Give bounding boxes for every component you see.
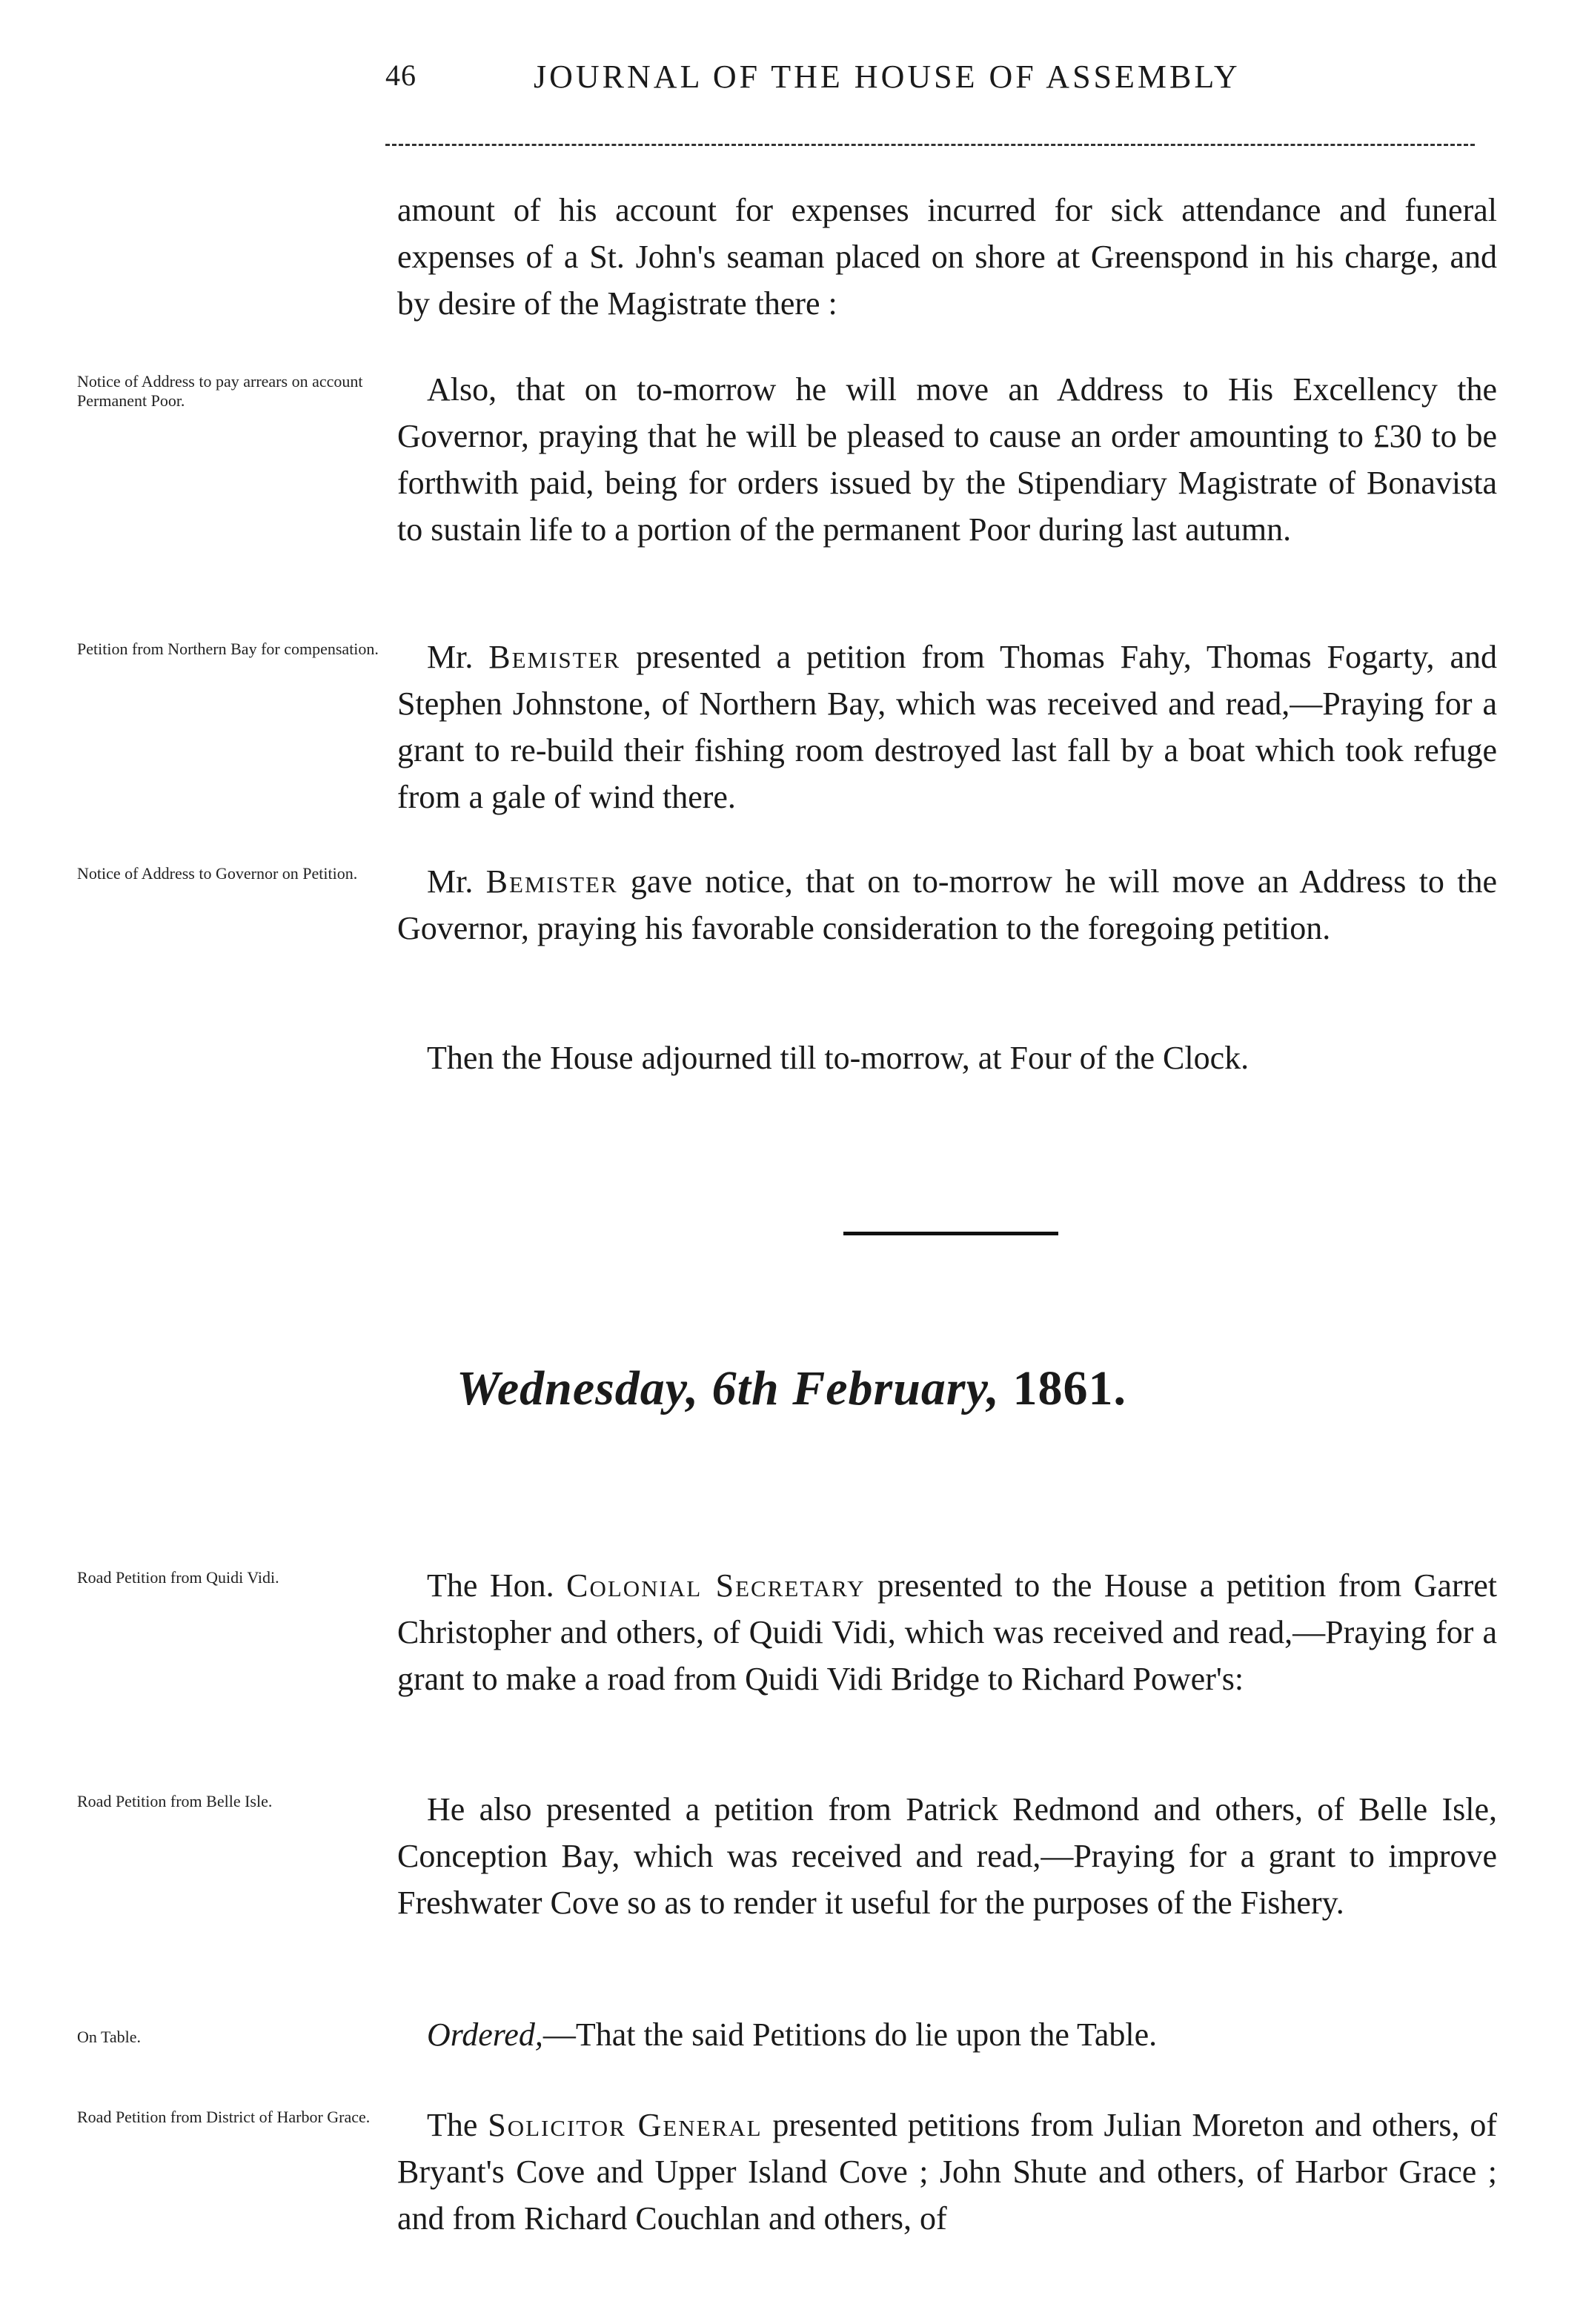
margin-note: Petition from Northern Bay for compensation.: [77, 640, 379, 658]
paragraph-text: [397, 634, 1497, 820]
paragraph-body: presented a petition from Thomas Fahy, Thomas Fogarty, and Stephen Johnstone, of Northern Bay, which was received and read,—Praying for a grant to re-build their fishing room destroyed last fall by a boat which took refuge from a gale of wind there.: [397, 639, 1497, 815]
paragraph-body: presented to the House a petition from Garret Christopher and others, of Quidi Vidi, which was received and read,—Praying for a grant to make a road from Quidi Vidi Bridge to Richard Power's:: [397, 1567, 1497, 1697]
paragraph-text: Also, that on to-morrow he will move an Address to His Excellency the Governor, praying that he will be pleased to cause an order amounting to £30 to be forthwith paid, being for orders issued by the Stipendiary Magistrate of Bonavista to sustain life to a portion of the permanent Poor during last autumn.: [397, 371, 1497, 548]
date-day: Wednesday, 6th February,: [457, 1361, 1000, 1415]
paragraph-text: Then the House adjourned till to-morrow, at Four of the Clock.: [427, 1040, 1250, 1076]
date-heading: [0, 1361, 1583, 1417]
page-header: [371, 58, 1482, 110]
member-name: Solicitor General: [488, 2107, 763, 2143]
paragraph-text: [397, 2102, 1497, 2242]
paragraph-body: —That the said Petitions do lie upon the Table.: [542, 2016, 1158, 2053]
ordered-label: Ordered,: [427, 2016, 543, 2053]
paragraph-text: [397, 858, 1497, 952]
margin-note: On Table.: [77, 2028, 142, 2046]
margin-note: Notice of Address to Governor on Petition.: [77, 864, 358, 883]
member-name: Bemister: [488, 639, 621, 675]
lead-text: Mr.: [427, 639, 489, 675]
lead-text: Mr.: [427, 863, 486, 900]
lead-text: The Hon.: [427, 1567, 567, 1604]
page-number: 46: [385, 59, 417, 92]
lead-text: The: [427, 2107, 488, 2143]
paragraph-text: [397, 2011, 1497, 2058]
paragraph-text: amount of his account for expenses incurred for sick attendance and funeral expenses of a St. John's seaman placed on shore at Greenspond in his charge, and by desire of the Magistrate there :: [397, 192, 1497, 322]
margin-note: Road Petition from Quidi Vidi.: [77, 1568, 279, 1587]
paragraph-text: He also presented a petition from Patrick Redmond and others, of Belle Isle, Conception Bay, which was received and read,—Praying for a grant to improve Freshwater Cove so as to render it useful for the purposes of the Fishery.: [397, 1791, 1497, 1921]
paragraph-body: gave notice, that on to-morrow he will move an Address to the Governor, praying his favorable consideration to the foregoing petition.: [397, 863, 1497, 946]
running-head: JOURNAL OF THE HOUSE OF ASSEMBLY: [534, 59, 1241, 95]
margin-note: Road Petition from Belle Isle.: [77, 1792, 273, 1810]
member-name: Colonial Secretary: [566, 1567, 866, 1604]
margin-note: Notice of Address to pay arrears on account Permanent Poor.: [77, 372, 363, 410]
date-year: 1861.: [1012, 1361, 1126, 1415]
section-divider: [843, 1232, 1058, 1235]
margin-note: Road Petition from District of Harbor Grace.: [77, 2108, 371, 2126]
header-rule: [385, 144, 1475, 146]
paragraph-body: presented petitions from Julian Moreton and others, of Bryant's Cove and Upper Island Cove ; John Shute and others, of Harbor Grace ; and from Richard Couchlan and others, of: [397, 2107, 1498, 2237]
paragraph-text: [397, 1562, 1497, 1702]
member-name: Bemister: [485, 863, 618, 900]
